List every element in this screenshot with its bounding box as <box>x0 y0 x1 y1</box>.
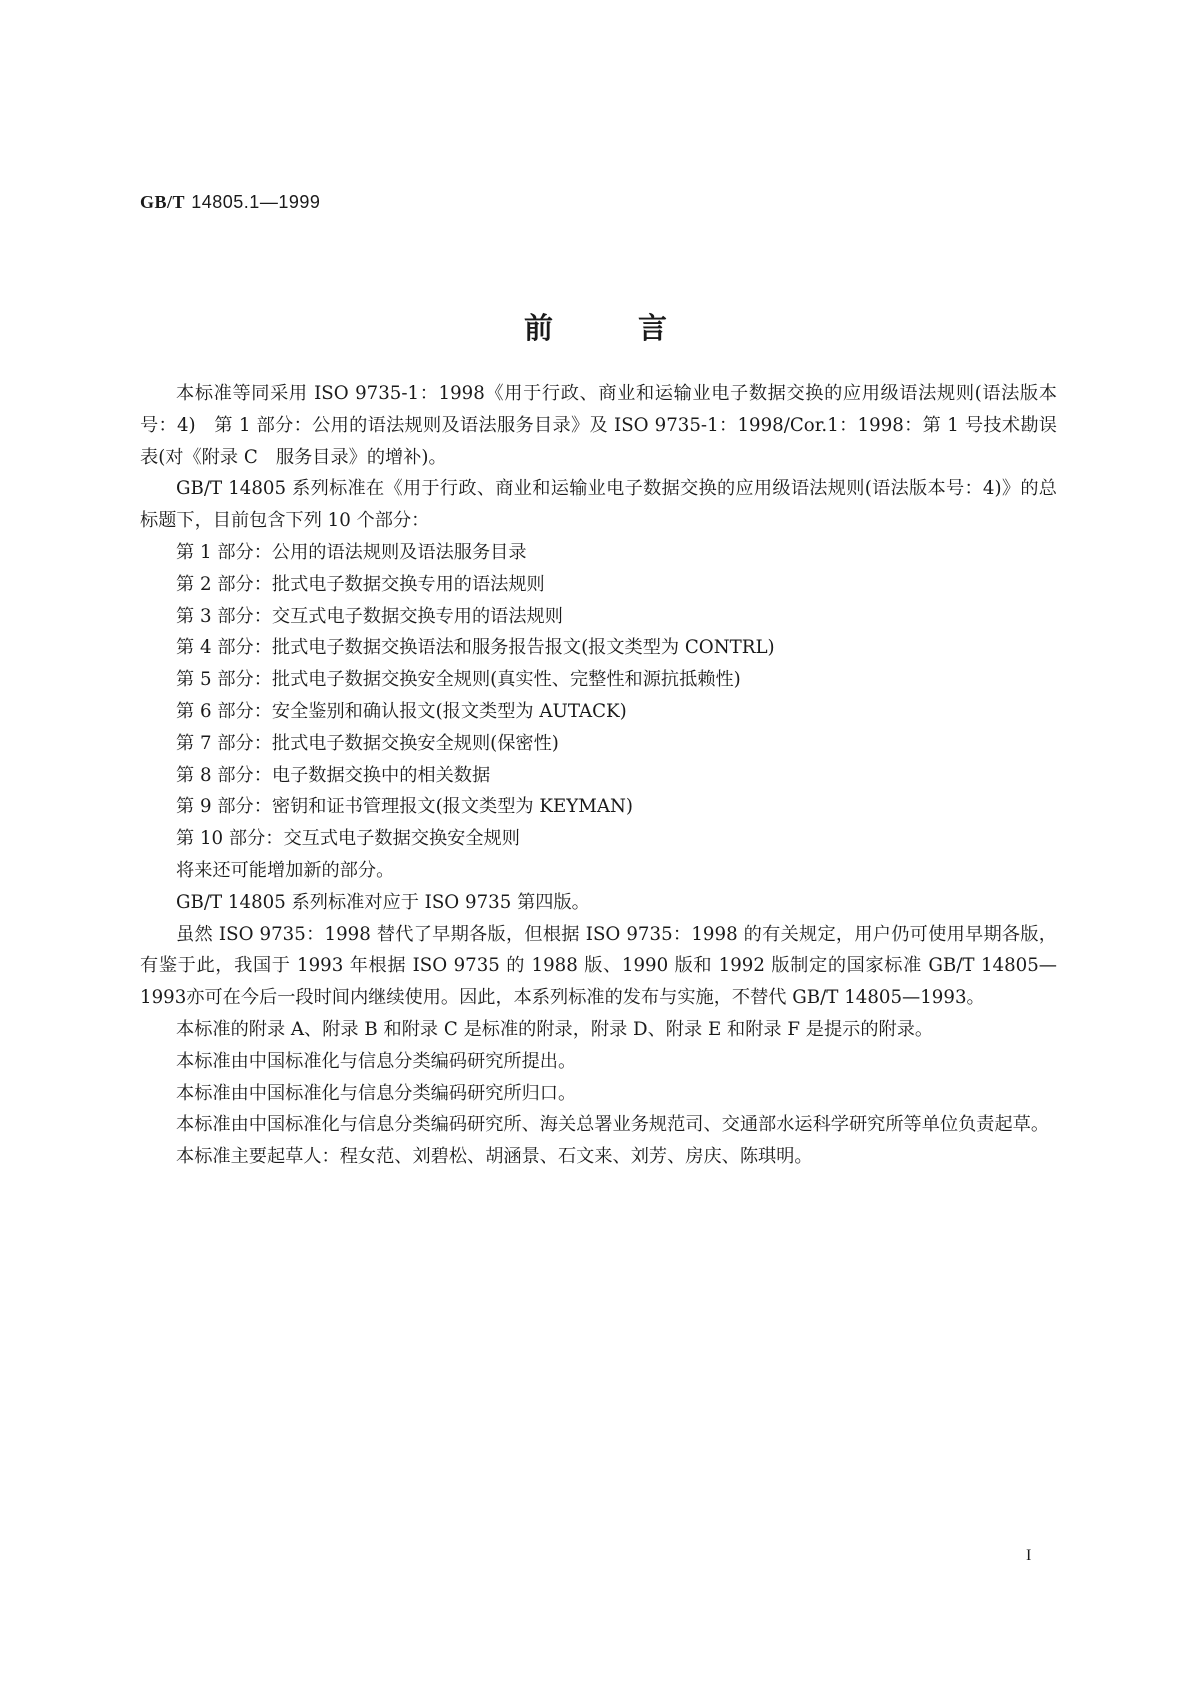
page-number: I <box>1026 1547 1032 1564</box>
paragraph-proposed-by: 本标准由中国标准化与信息分类编码研究所提出。 <box>176 1050 577 1072</box>
paragraph-centralized-by: 本标准由中国标准化与信息分类编码研究所归口。 <box>176 1082 577 1104</box>
paragraph-earlier-versions: 虽然 ISO 9735：1998 替代了早期各版，但根据 ISO 9735：1998 的有关规定，用户仍可使用早期各版，有鉴于此，我国于 1993 年根据 ISO 9735 的 1988 版、1990 版和 1992 版制定的国家标准 GB/T 14805—1993亦可在今后一段时间内继续使用。因此，本系列标准的发布与实施，不替代 GB/T 14805—1993。 <box>140 923 1057 1009</box>
list-item-part-8: 第 8 部分：电子数据交换中的相关数据 <box>176 764 491 786</box>
list-item-part-5: 第 5 部分：批式电子数据交换安全规则(真实性、完整性和源抗抵赖性) <box>176 669 741 691</box>
list-item-part-9: 第 9 部分：密钥和证书管理报文(报文类型为 KEYMAN) <box>176 796 634 818</box>
paragraph-adoption: 本标准等同采用 ISO 9735-1：1998《用于行政、商业和运输业电子数据交换的应用级语法规则(语法版本号：4) 第 1 部分：公用的语法规则及语法服务目录》及 ISO 9735-1：1998/Cor.1：1998：第 1 号技术勘误表(对《附录 C 服务目录》的增补)。 <box>140 383 1057 468</box>
paragraph-series-intro: GB/T 14805 系列标准在《用于行政、商业和运输业电子数据交换的应用级语法规则(语法版本号：4)》的总标题下，目前包含下列 10 个部分： <box>140 478 1057 532</box>
page-title: 前言 <box>523 311 752 345</box>
standard-number: 14805.1—1999 <box>191 192 321 212</box>
standard-prefix: GB/T <box>140 192 186 212</box>
list-item-part-3: 第 3 部分：交互式电子数据交换专用的语法规则 <box>176 605 563 627</box>
list-item-part-10: 第 10 部分：交互式电子数据交换安全规则 <box>176 828 520 850</box>
standard-code <box>140 192 320 213</box>
list-item-part-1: 第 1 部分：公用的语法规则及语法服务目录 <box>176 541 527 563</box>
paragraph-correspondence: GB/T 14805 系列标准对应于 ISO 9735 第四版。 <box>176 891 590 913</box>
paragraph-drafters: 本标准主要起草人：程女范、刘碧松、胡涵景、石文来、刘芳、房庆、陈琪明。 <box>176 1146 813 1168</box>
paragraph-annexes: 本标准的附录 A、附录 B 和附录 C 是标准的附录，附录 D、附录 E 和附录 F 是提示的附录。 <box>176 1018 934 1040</box>
paragraph-future-parts: 将来还可能增加新的部分。 <box>176 859 395 881</box>
list-item-part-4: 第 4 部分：批式电子数据交换语法和服务报告报文(报文类型为 CONTRL) <box>176 637 775 659</box>
foreword-body <box>140 378 1057 1173</box>
paragraph-drafted-by: 本标准由中国标准化与信息分类编码研究所、海关总署业务规范司、交通部水运科学研究所等单位负责起草。 <box>176 1114 1050 1136</box>
list-item-part-7: 第 7 部分：批式电子数据交换安全规则(保密性) <box>176 732 559 754</box>
list-item-part-2: 第 2 部分：批式电子数据交换专用的语法规则 <box>176 573 545 595</box>
list-item-part-6: 第 6 部分：安全鉴别和确认报文(报文类型为 AUTACK) <box>176 700 627 722</box>
